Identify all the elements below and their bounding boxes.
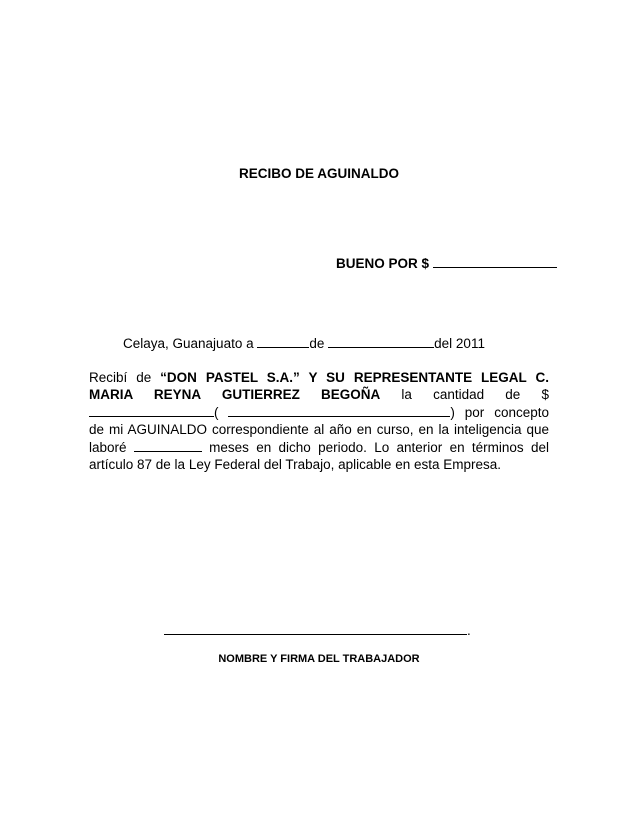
concepto-text: ) por concepto de mi AGUINALDO correspondiente al año en curso, en la inteligencia que laboré bbox=[89, 404, 549, 455]
signature-label: NOMBRE Y FIRMA DEL TRABAJADOR bbox=[218, 653, 420, 665]
city-label: Celaya, Guanajuato a bbox=[123, 336, 254, 351]
bueno-por-label: BUENO POR $ bbox=[336, 256, 430, 271]
company-name: “DON PASTEL S.A.” Y SU REPRESENTANTE LEGAL C. MARIA REYNA GUTIERREZ BEGOÑA bbox=[89, 370, 549, 403]
cantidad-blank bbox=[89, 404, 214, 417]
de-label: de bbox=[309, 336, 325, 351]
bueno-por-line bbox=[336, 255, 557, 271]
document-title: RECIBO DE AGUINALDO bbox=[238, 166, 399, 181]
month-blank bbox=[328, 335, 434, 348]
place-date-line bbox=[123, 335, 485, 351]
meses-rest-text: meses en dicho periodo. Lo anterior en términos del artículo 87 de la Ley Federal del Trabajo, aplicable en esta Empresa. bbox=[89, 439, 549, 473]
amount-blank bbox=[433, 255, 557, 268]
cantidad-text: la cantidad de $ bbox=[401, 387, 549, 403]
open-paren: ( bbox=[214, 404, 219, 420]
day-blank bbox=[257, 335, 309, 348]
signature-line bbox=[164, 620, 471, 638]
receipt-body bbox=[89, 369, 549, 473]
meses-blank bbox=[134, 439, 202, 452]
cantidad-letra-blank bbox=[228, 404, 450, 417]
signature-blank bbox=[164, 620, 467, 635]
signature-period: . bbox=[467, 623, 471, 638]
year-label: del 2011 bbox=[434, 336, 485, 351]
recibi-text: Recibí de bbox=[89, 370, 152, 385]
